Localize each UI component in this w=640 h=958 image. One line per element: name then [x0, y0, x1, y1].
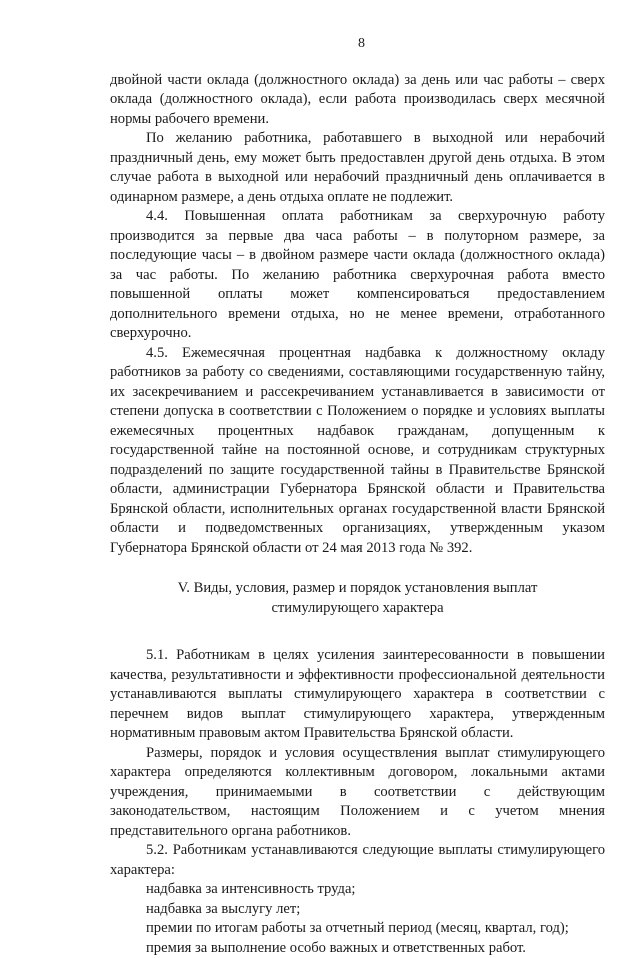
section-heading-v: [110, 578, 605, 618]
list-item: премия за выполнение особо важных и ответственных работ.: [110, 939, 605, 958]
document-page: [110, 34, 605, 894]
list-item: надбавка за интенсивность труда;: [110, 880, 605, 900]
paragraph-5-1-incentive-payments: 5.1. Работникам в целях усиления заинтересованности в повышении качества, результативности и эффективности профессиональной деятельности устанавливаются выплаты стимулирующего характера в соответствии с перечнем видов выплат стимулирующего характера, утвержденным нормативным правовым актом Правительства Брянской области.: [110, 646, 605, 744]
page-number: 8: [118, 34, 605, 54]
payments-list: [110, 880, 605, 958]
list-item: премии по итогам работы за отчетный период (месяц, квартал, год);: [110, 919, 605, 939]
paragraph-day-off-option: По желанию работника, работавшего в выходной или нерабочий праздничный день, ему может быть предоставлен другой день отдыха. В этом случае работа в выходной или нерабочий праздничный день оплачивается в одинарном размере, а день отдыха оплате не подлежит.: [110, 129, 605, 207]
paragraph-5-2-payment-types: 5.2. Работникам устанавливаются следующие выплаты стимулирующего характера:: [110, 841, 605, 880]
list-item: надбавка за выслугу лет;: [110, 900, 605, 920]
section-heading-line-2: стимулирующего характера: [110, 598, 605, 618]
paragraph-4-5-state-secret-bonus: 4.5. Ежемесячная процентная надбавка к должностному окладу работников за работу со сведениями, составляющими государственную тайну, их засекречиванием и рассекречиванием устанавливается в зависимости от степени допуска в соответствии с Положением о порядке и условиях выплаты ежемесячных процентных надбавок гражданам, допущенным к государственной тайне на постоянной основе, и сотрудникам структурных подразделений по защите государственной тайны в Правительстве Брянской области, администрации Губернатора Брянской области и Правительства Брянской области, исполнительных органах государственной власти Брянской области и подведомственных организациях, утвержденным указом Губернатора Брянской области от 24 мая 2013 года № 392.: [110, 344, 605, 559]
paragraph-payment-rules: Размеры, порядок и условия осуществления выплат стимулирующего характера определяются коллективным договором, локальными актами учреждения, принимаемыми в соответствии с действующим законодательством, настоящим Положением и с учетом мнения представительного органа работников.: [110, 744, 605, 842]
section-heading-line-1: V. Виды, условия, размер и порядок установления выплат: [110, 578, 605, 598]
paragraph-continuation: двойной части оклада (должностного оклада) за день или час работы – сверх оклада (должностного оклада), если работа производилась сверх месячной нормы рабочего времени.: [110, 71, 605, 130]
paragraph-4-4-overtime: 4.4. Повышенная оплата работникам за сверхурочную работу производится за первые два часа работы – в полуторном размере, за последующие часы – в двойном размере части оклада (должностного оклада) за час работы. По желанию работника сверхурочная работа вместо повышенной оплаты может компенсироваться предоставлением дополнительного времени отдыха, но не менее времени, отработанного сверхурочно.: [110, 207, 605, 344]
